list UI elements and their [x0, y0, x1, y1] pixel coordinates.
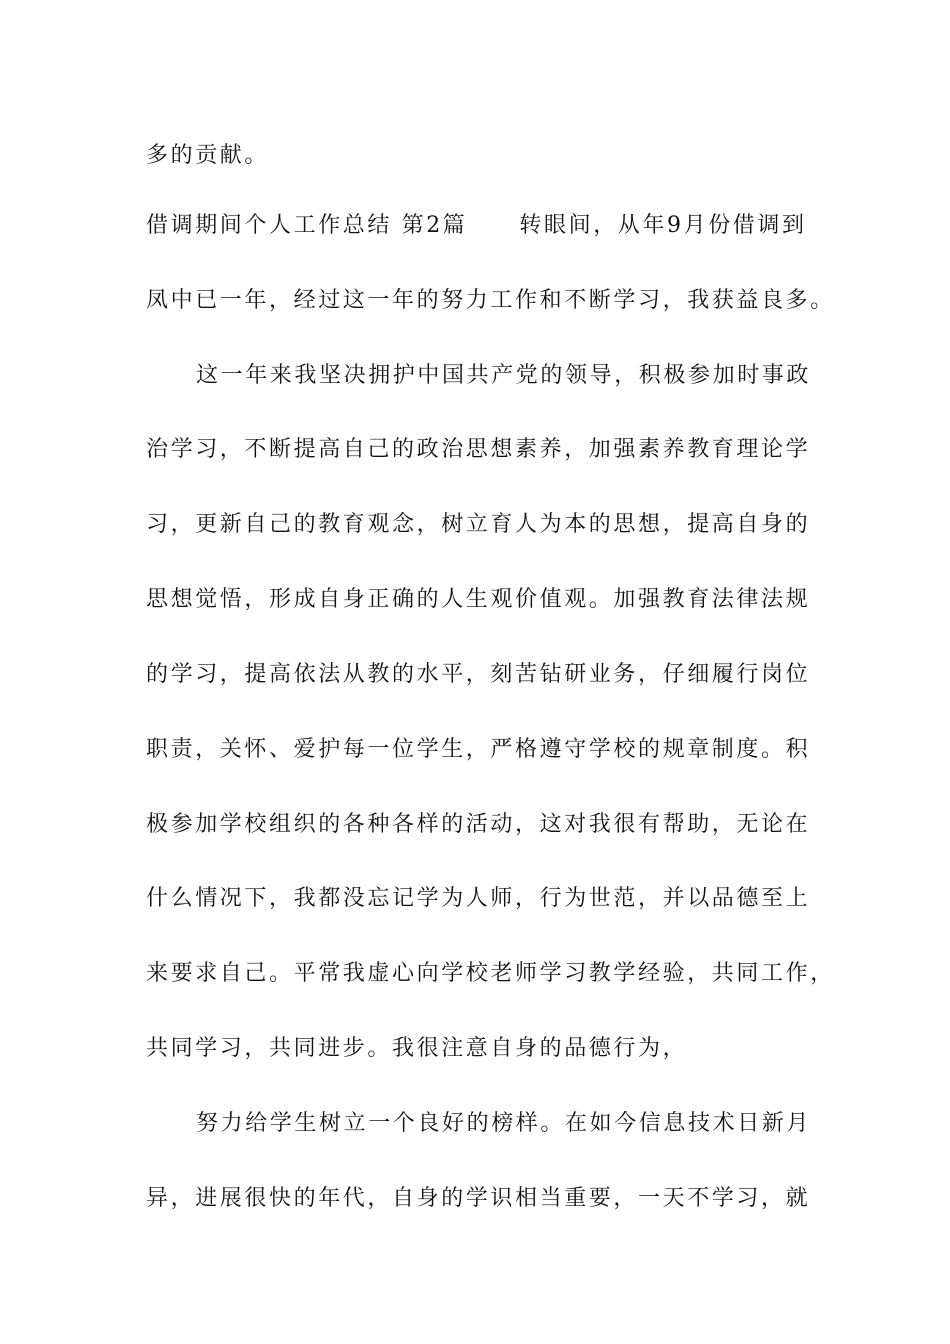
- text-line: 治学习，不断提高自己的政治思想素养，加强素养教育理论学: [146, 437, 811, 462]
- text-line: 的学习，提高依法从教的水平，刻苦钻研业务，仔细履行岗位: [146, 662, 811, 687]
- text-line: 思想觉悟，形成自身正确的人生观价值观。加强教育法律法规: [146, 587, 811, 612]
- text-line: 共同学习，共同进步。我很注意自身的品德行为，: [146, 1036, 688, 1061]
- text-line: 转眼间，从年9月份借调到: [519, 213, 807, 238]
- heading-line: [146, 206, 826, 246]
- text-line: 多的贡献。: [146, 143, 270, 168]
- text-line: 什么情况下，我都没忘记学为人师，行为世范，并以品德至上: [146, 886, 811, 911]
- paragraph-start: 这一年来我坚决拥护中国共产党的领导，积极参加时事政: [196, 363, 812, 388]
- paragraph-start: 努力给学生树立一个良好的榜样。在如今信息技术日新月: [196, 1111, 812, 1136]
- section-heading: 借调期间个人工作总结 第2篇: [146, 213, 468, 238]
- text-line: 极参加学校组织的各种各样的活动，这对我很有帮助，无论在: [146, 812, 811, 837]
- text-line: 习，更新自己的教育观念，树立育人为本的思想，提高自身的: [146, 512, 811, 537]
- text-line: 凤中已一年，经过这一年的努力工作和不断学习，我获益良多。: [146, 288, 835, 313]
- text-line: 来要求自己。平常我虚心向学校老师学习教学经验，共同工作，: [146, 961, 835, 986]
- text-line: 异，进展很快的年代，自身的学识相当重要，一天不学习，就: [146, 1186, 811, 1211]
- text-line: 职责，关怀、爱护每一位学生，严格遵守学校的规章制度。积: [146, 737, 811, 762]
